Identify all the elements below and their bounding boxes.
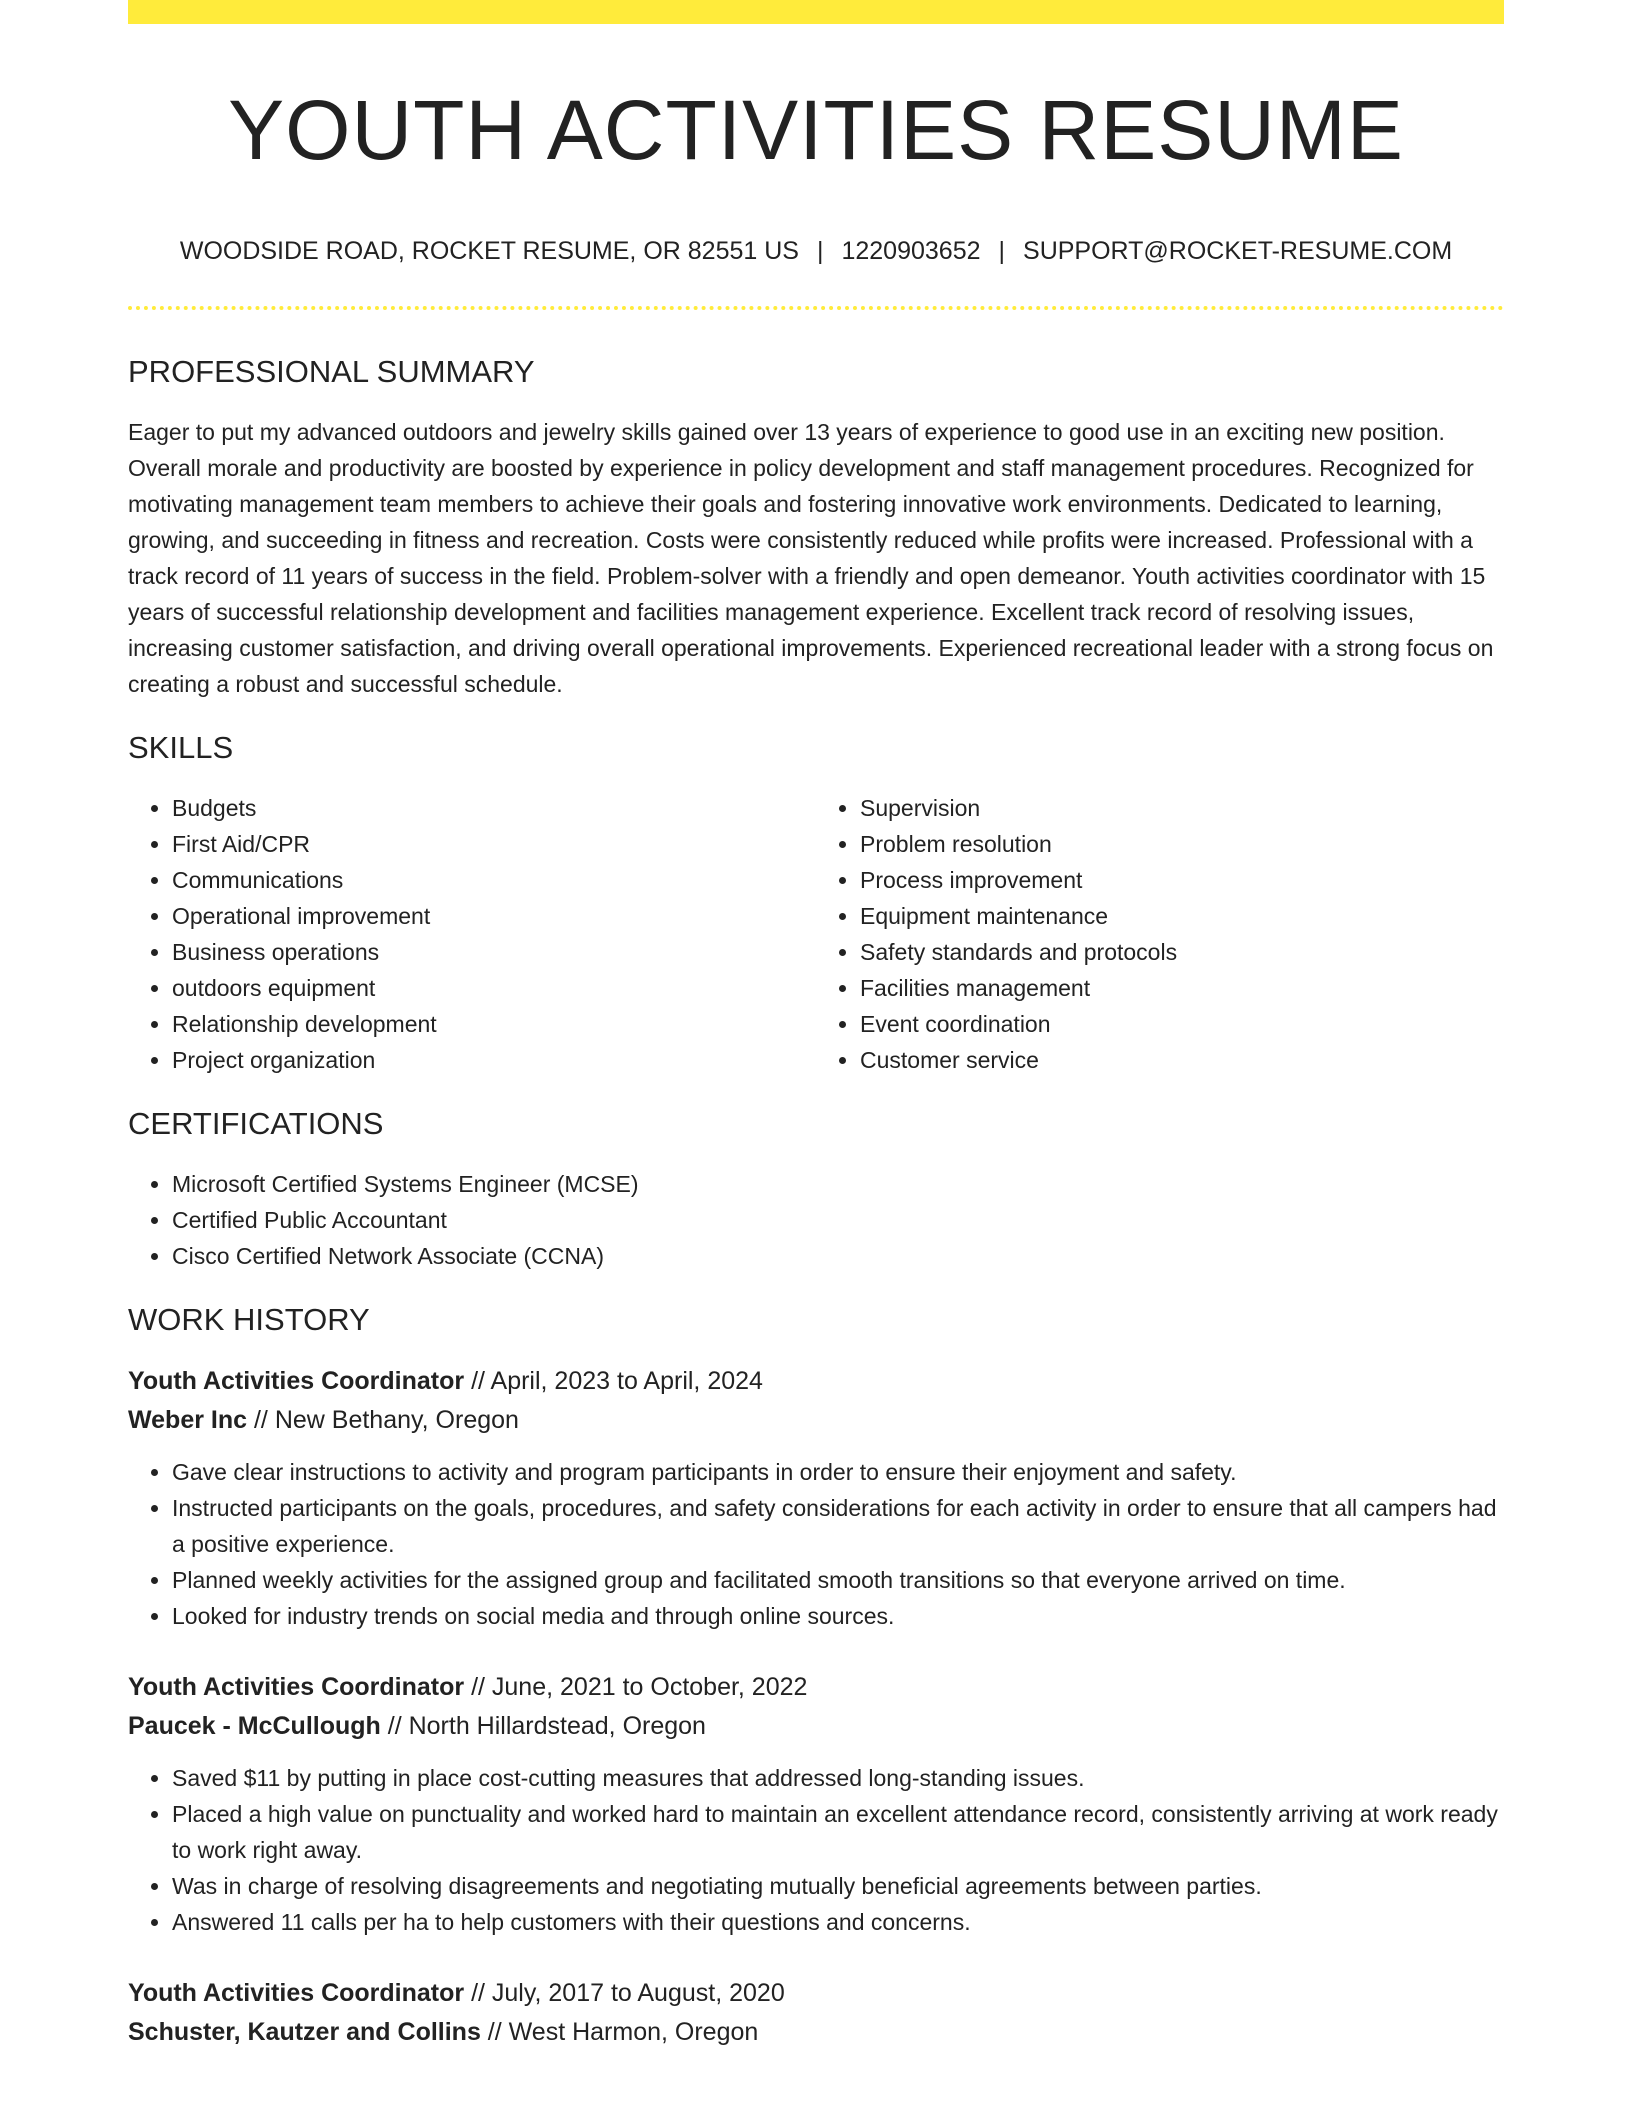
resume-page	[128, 0, 1504, 2052]
job-title: Youth Activities Coordinator	[128, 1367, 465, 1395]
job-entry	[128, 1362, 1504, 1634]
job-company-line	[128, 1707, 1504, 1746]
contact-separator: |	[816, 237, 824, 265]
skill-item: • Facilities management	[860, 970, 1504, 1006]
skill-item: • Equipment maintenance	[860, 898, 1504, 934]
job-title: Youth Activities Coordinator	[128, 1979, 465, 2007]
resume-title: YOUTH ACTIVITIES RESUME	[228, 83, 1404, 177]
job-company: Weber Inc	[128, 1406, 248, 1434]
job-company: Schuster, Kautzer and Collins	[128, 2018, 481, 2046]
skill-item: • Customer service	[860, 1042, 1504, 1078]
job-location: // West Harmon, Oregon	[480, 2018, 759, 2046]
header-divider	[128, 306, 1504, 310]
certifications-list	[128, 1166, 1504, 1274]
duty-item: • Was in charge of resolving disagreements and negotiating mutually beneficial agreements between parties.	[172, 1868, 1504, 1904]
summary-text: Eager to put my advanced outdoors and jewelry skills gained over 13 years of experience to good use in an exciting new position. Overall morale and productivity are boosted by experience in policy development and staff management procedures. Recognized for motivating management team members to achieve their goals and fostering innovative work environments. Dedicated to learning, growing, and succeeding in fitness and recreation. Costs were consistently reduced while profits were increased. Professional with a track record of 11 years of success in the field. Problem-solver with a friendly and open demeanor. Youth activities coordinator with 15 years of successful relationship development and facilities management experience. Excellent track record of resolving issues, increasing customer satisfaction, and driving overall operational improvements. Experienced recreational leader with a strong focus on creating a robust and successful schedule.	[128, 419, 1494, 697]
job-entry	[128, 1668, 1504, 1940]
contact-email: SUPPORT@ROCKET-RESUME.COM	[1023, 237, 1453, 265]
duty-item: • Looked for industry trends on social media and through online sources.	[172, 1598, 1504, 1634]
skills-columns	[128, 790, 1504, 1078]
skill-item: • Safety standards and protocols	[860, 934, 1504, 970]
duty-item: • Placed a high value on punctuality and worked hard to maintain an excellent attendance record, consistently arriving at work ready to work right away.	[172, 1796, 1504, 1868]
contact-separator: |	[998, 237, 1006, 265]
work-history-heading: WORK HISTORY	[128, 1302, 370, 1337]
job-title-line	[128, 1974, 1504, 2013]
certification-item: • Microsoft Certified Systems Engineer (MCSE)	[172, 1166, 1504, 1202]
contact-line	[128, 236, 1504, 266]
duty-item: • Saved $11 by putting in place cost-cutting measures that addressed long-standing issues.	[172, 1760, 1504, 1796]
job-company-line	[128, 2013, 1504, 2052]
job-title-line	[128, 1362, 1504, 1401]
duty-item: • Answered 11 calls per ha to help customers with their questions and concerns.	[172, 1904, 1504, 1940]
certifications-heading: CERTIFICATIONS	[128, 1106, 384, 1141]
job-location: // North Hillardstead, Oregon	[380, 1712, 706, 1740]
duty-item: • Instructed participants on the goals, procedures, and safety considerations for each activity in order to ensure that all campers had a positive experience.	[172, 1490, 1504, 1562]
job-company-line	[128, 1401, 1504, 1440]
job-title: Youth Activities Coordinator	[128, 1673, 465, 1701]
contact-address: WOODSIDE ROAD, ROCKET RESUME, OR 82551 US	[179, 237, 799, 265]
duty-item: • Gave clear instructions to activity and program participants in order to ensure their enjoyment and safety.	[172, 1454, 1504, 1490]
certification-item: • Certified Public Accountant	[172, 1202, 1504, 1238]
skill-item: • Operational improvement	[172, 898, 816, 934]
skills-list-right	[816, 790, 1504, 1078]
skill-item: • Communications	[172, 862, 816, 898]
skill-item: • outdoors equipment	[172, 970, 816, 1006]
skill-item: • First Aid/CPR	[172, 826, 816, 862]
skill-item: • Relationship development	[172, 1006, 816, 1042]
contact-phone: 1220903652	[841, 237, 981, 265]
job-dates: // June, 2021 to October, 2022	[464, 1673, 808, 1701]
skills-heading: SKILLS	[128, 730, 234, 765]
job-dates: // July, 2017 to August, 2020	[464, 1979, 785, 2007]
job-title-line	[128, 1668, 1504, 1707]
skill-item: • Business operations	[172, 934, 816, 970]
duty-item: • Planned weekly activities for the assigned group and facilitated smooth transitions so that everyone arrived on time.	[172, 1562, 1504, 1598]
job-company: Paucek - McCullough	[128, 1712, 381, 1740]
skills-list-left	[128, 790, 816, 1078]
skill-item: • Problem resolution	[860, 826, 1504, 862]
job-duties	[128, 1454, 1504, 1634]
job-location: // New Bethany, Oregon	[247, 1406, 519, 1434]
job-entry	[128, 1974, 1504, 2052]
certification-item: • Cisco Certified Network Associate (CCNA)	[172, 1238, 1504, 1274]
job-dates: // April, 2023 to April, 2024	[464, 1367, 763, 1395]
skill-item: • Budgets	[172, 790, 816, 826]
skill-item: • Process improvement	[860, 862, 1504, 898]
summary-heading: PROFESSIONAL SUMMARY	[128, 354, 535, 389]
skill-item: • Supervision	[860, 790, 1504, 826]
job-duties	[128, 1760, 1504, 1940]
skill-item: • Event coordination	[860, 1006, 1504, 1042]
skill-item: • Project organization	[172, 1042, 816, 1078]
